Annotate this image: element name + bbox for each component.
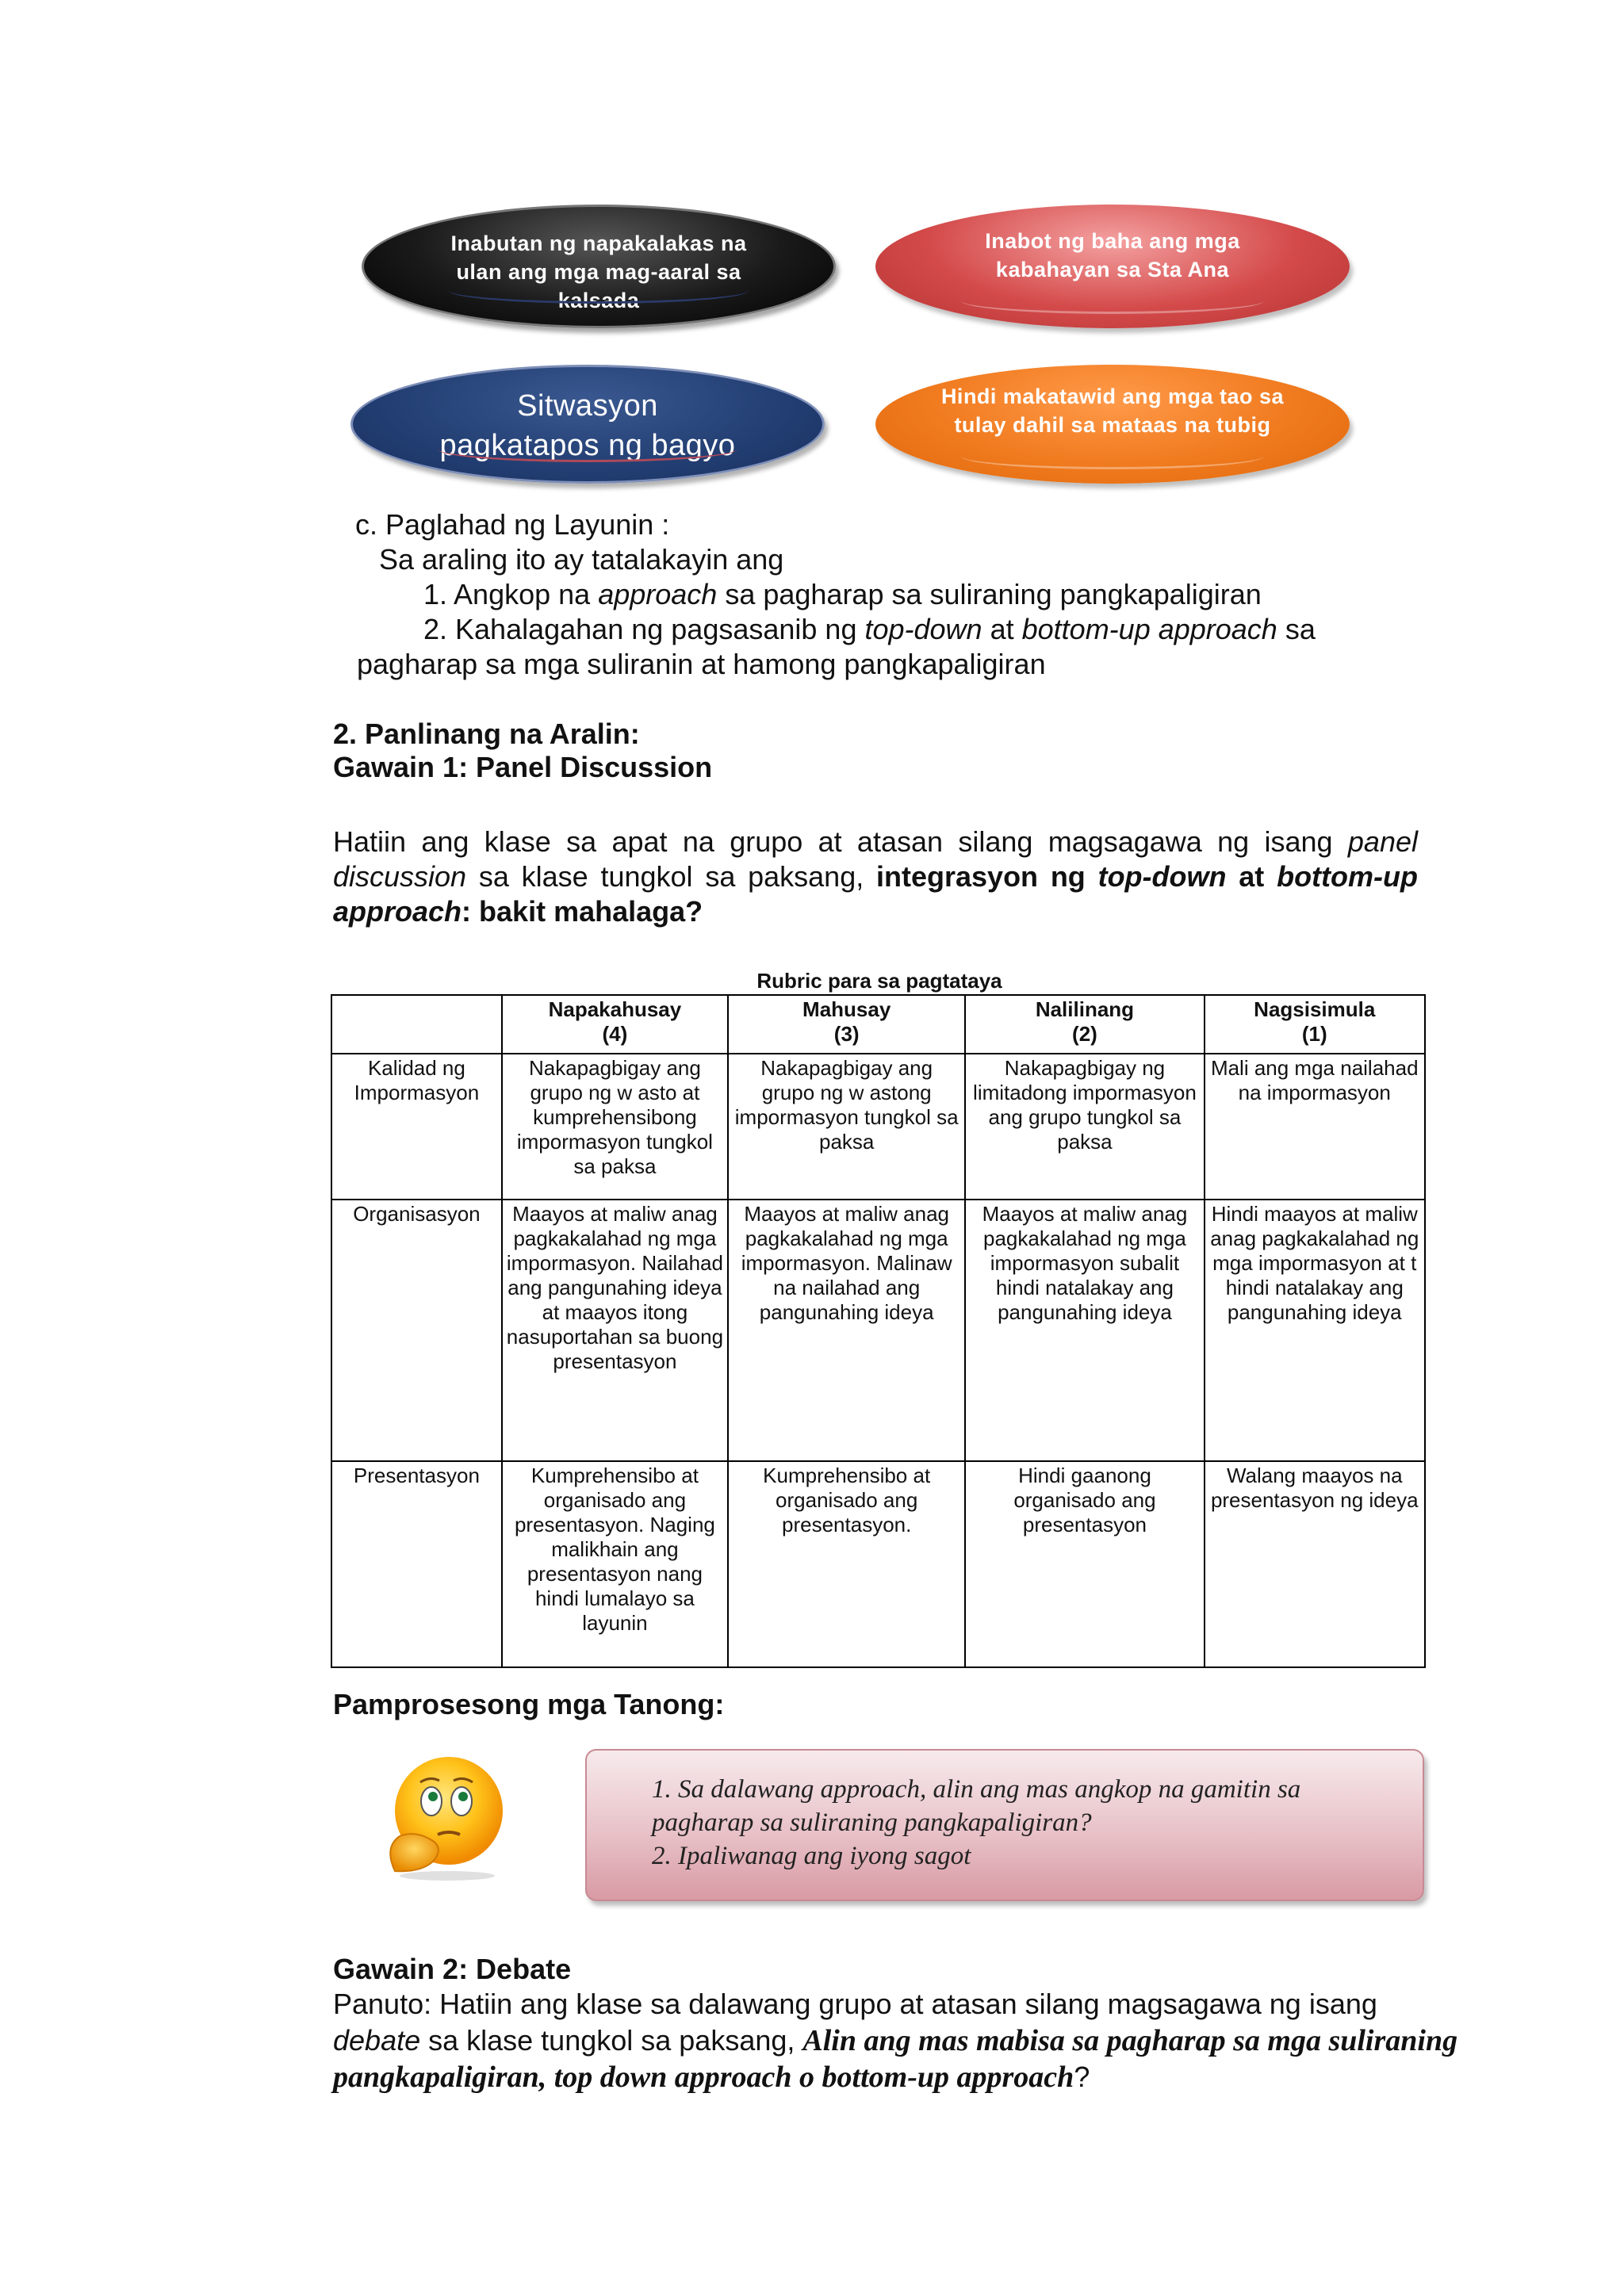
rubric-criterion: Presentasyon — [331, 1461, 502, 1667]
thinking-face-icon — [376, 1752, 515, 1882]
gawain2-topic-part-2: pangkapaligiran, top down approach o bottom-up approach — [333, 2061, 1074, 2094]
ellipse-rain-students — [362, 205, 836, 328]
rubric-header-name: Mahusay — [802, 997, 891, 1021]
layunin-item-2-cont: pagharap sa mga suliranin at hamong pangkapaligiran — [357, 648, 1046, 680]
question-1a: 1. Sa dalawang approach, alin ang mas angkop na gamitin sa — [652, 1775, 1301, 1804]
rubric-cell: Nakapagbigay ang grupo ng w astong impormasyon tungkol sa paksa — [728, 1054, 965, 1200]
rubric-header-score: (4) — [602, 1022, 628, 1046]
panlinang-heading: 2. Panlinang na Aralin: — [333, 718, 640, 750]
rubric-criterion: Organisasyon — [331, 1200, 502, 1461]
gawain2-line-2 — [333, 2023, 1457, 2058]
layunin-item-2-italic-1: top-down — [864, 613, 982, 645]
para-bold-2: at — [1226, 860, 1265, 893]
gawain2-italic-debate: debate — [333, 2024, 421, 2057]
ellipse-rain-students-text: Inabutan ng napakalakas na ulan ang mga mag-aaral sa kalsada — [450, 232, 747, 312]
para-italic-2: discussion — [333, 860, 467, 893]
ellipse-bridge-crossing — [875, 365, 1350, 484]
rubric-cell: Kumprehensibo at organisado ang presentasyon. — [728, 1461, 965, 1667]
rubric-header-score: (3) — [833, 1022, 860, 1046]
gawain2-heading: Gawain 2: Debate — [333, 1953, 572, 1985]
rubric-cell: Kumprehensibo at organisado ang presentasyon. Naging malikhain ang presentasyon nang hindi lumalayo sa layunin — [502, 1461, 728, 1667]
rubric-header-cell — [965, 995, 1204, 1054]
para-bold-italic-2: bottom-up approach — [333, 860, 1419, 928]
para-text-a: Hatiin ang klase sa apat na grupo at atasan silang magsagawa ng isang — [333, 825, 1348, 858]
rubric-header-cell — [502, 995, 728, 1054]
rubric-header-empty — [331, 995, 502, 1054]
tanong-heading: Pamprosesong mga Tanong: — [333, 1688, 725, 1720]
para-bold-1: integrasyon ng — [876, 860, 1098, 893]
rubric-cell: Nakapagbigay ang grupo ng w asto at kumprehensibong impormasyon tungkol sa paksa — [502, 1054, 728, 1200]
rubric-cell: Hindi gaanong organisado ang presentasyon — [965, 1461, 1204, 1667]
layunin-item-1-rest: sa pagharap sa suliraning pangkapaligiran — [717, 578, 1262, 610]
ellipse-arc — [438, 436, 738, 462]
layunin-item-2 — [423, 612, 1316, 647]
rubric-row — [331, 1054, 1425, 1200]
para-bold-3: : bakit mahalaga? — [462, 895, 703, 928]
gawain2-question-mark: ? — [1074, 2061, 1090, 2093]
rubric-header-row — [331, 995, 1425, 1054]
question-box — [585, 1749, 1424, 1901]
gawain1-heading: Gawain 1: Panel Discussion — [333, 751, 713, 783]
rubric-header-score: (2) — [1072, 1022, 1097, 1046]
para-italic-1: panel — [1347, 825, 1418, 858]
rubric-header-cell — [728, 995, 965, 1054]
ellipse-arc — [961, 288, 1265, 314]
gawain2-line-1: Panuto: Hatiin ang klase sa dalawang grupo at atasan silang magsagawa ng isang — [333, 1988, 1377, 2020]
layunin-item-2-italic-2: bottom-up approach — [1021, 613, 1277, 645]
rubric-cell: Maayos at maliw anag pagkakalahad ng mga impormasyon. Nailahad ang pangunahing ideya at maayos itong nasuportahan sa buong presentasyon — [502, 1200, 728, 1461]
gawain2-line-3 — [333, 2060, 1090, 2095]
gawain2-line-2-text: sa klase tungkol sa paksang, — [420, 2024, 803, 2057]
ellipse-after-storm — [350, 365, 825, 484]
rubric-cell: Maayos at maliw anag pagkakalahad ng mga impormasyon. Malinaw na nailahad ang pangunahing ideya — [728, 1200, 965, 1461]
rubric-header-name: Nalilinang — [1035, 997, 1135, 1021]
ellipse-arc — [961, 443, 1265, 469]
rubric-row — [331, 1200, 1425, 1461]
layunin-heading: c. Paglahad ng Layunin : — [355, 508, 670, 541]
ellipse-arc — [449, 277, 749, 304]
layunin-item-1 — [423, 577, 1262, 612]
layunin-item-2-rest: sa — [1277, 613, 1316, 645]
ellipse-flood-houses — [875, 205, 1350, 328]
question-2: 2. Ipaliwanag ang iyong sagot — [652, 1842, 971, 1870]
rubric-cell: Hindi maayos at maliw anag pagkakalahad ng mga impormasyon at t hindi natalakay ang pangunahing ideya — [1205, 1200, 1425, 1461]
layunin-item-1-text: 1. Angkop na — [423, 578, 599, 610]
para-bold-italic-1: top-down — [1097, 860, 1227, 893]
rubric-cell: Maayos at maliw anag pagkakalahad ng mga impormasyon subalit hindi natalakay ang pangunahing ideya — [965, 1200, 1204, 1461]
ellipse-flood-houses-text: Inabot ng baha ang mga kabahayan sa Sta Ana — [985, 229, 1240, 281]
question-1b: pagharap sa suliraning pangkapaligiran? — [652, 1808, 1092, 1837]
rubric-header-cell — [1205, 995, 1425, 1054]
rubric-table — [331, 994, 1426, 1668]
rubric-criterion: Kalidad ng Impormasyon — [331, 1054, 502, 1200]
layunin-item-2-text: 2. Kahalagahan ng pagsasanib ng — [423, 613, 865, 645]
rubric-header-name: Nagsisimula — [1254, 997, 1376, 1021]
ellipse-after-storm-text: Sitwasyon pagkatapos ng bagyo — [439, 389, 736, 462]
rubric-header-score: (1) — [1301, 1022, 1327, 1046]
rubric-cell: Walang maayos na presentasyon ng ideya — [1205, 1461, 1425, 1667]
layunin-intro: Sa araling ito ay tatalakayin ang — [379, 543, 784, 576]
gawain1-paragraph — [333, 825, 1418, 929]
gawain2-topic-part-1: Alin ang mas mabisa sa pagharap sa mga suliraning — [802, 2024, 1458, 2057]
ellipse-bridge-crossing-text: Hindi makatawid ang mga tao sa tulay dahil sa mataas na tubig — [940, 385, 1285, 437]
rubric-row — [331, 1461, 1425, 1667]
rubric-header-name: Napakahusay — [548, 997, 682, 1021]
layunin-item-2-mid: at — [982, 613, 1022, 645]
layunin-item-1-italic: approach — [598, 578, 718, 610]
rubric-cell: Nakapagbigay ng limitadong impormasyon ang grupo tungkol sa paksa — [965, 1054, 1204, 1200]
rubric-cell: Mali ang mga nailahad na impormasyon — [1205, 1054, 1425, 1200]
para-text-b: sa klase tungkol sa paksang, — [466, 860, 876, 893]
rubric-title: Rubric para sa pagtataya — [756, 969, 1002, 993]
